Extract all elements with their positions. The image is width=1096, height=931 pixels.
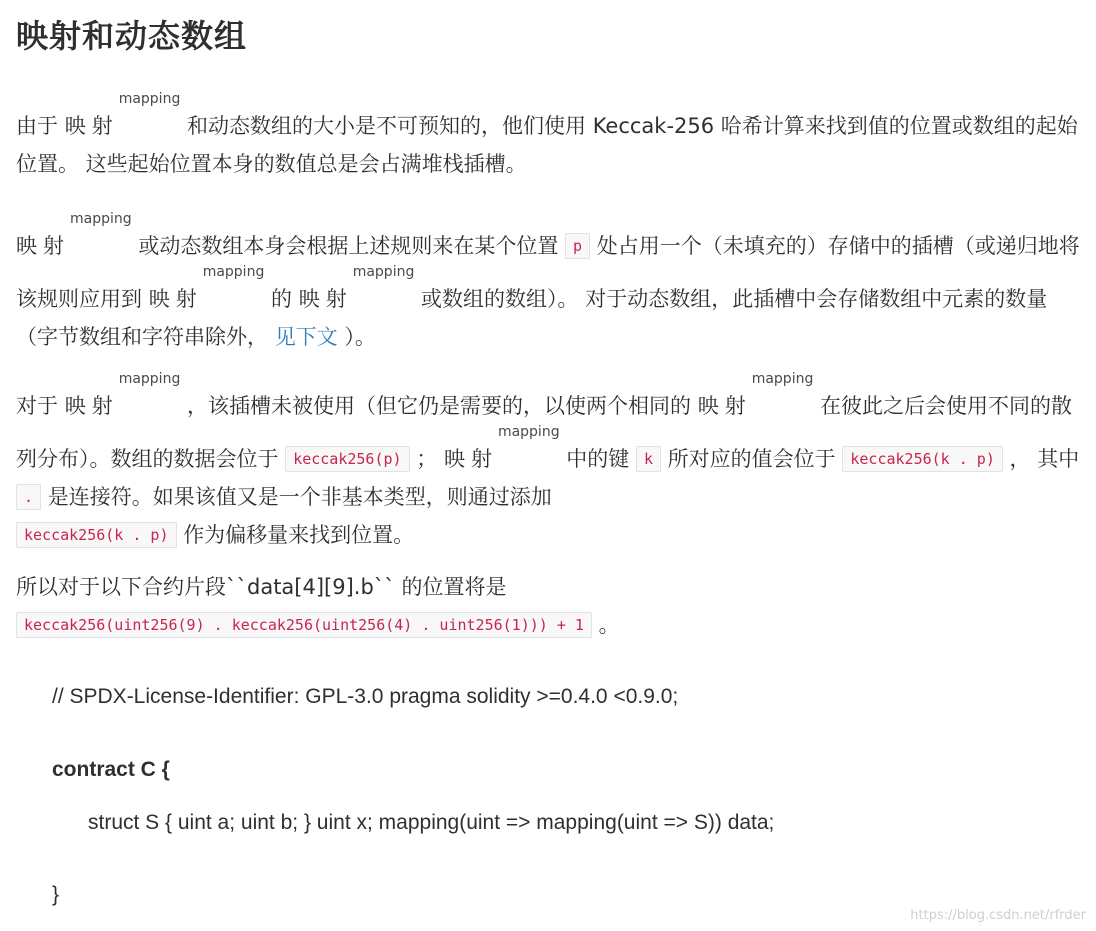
- watermark: https://blog.csdn.net/rfrder: [910, 908, 1086, 923]
- text: 在彼此之后会使用不同的散列分布）。数组的数据会位于: [16, 394, 1073, 471]
- paragraph-1: [16, 92, 1086, 183]
- mapping-ruby: 映射mapping: [64, 91, 181, 138]
- inline-code-k: k: [636, 446, 661, 472]
- text: ，该插槽未被使用（但它仍是需要的，以使两个相同的: [187, 394, 692, 418]
- code-line-struct: struct S { uint a; uint b; } uint x; mapping(uint => mapping(uint => S)) data;: [88, 811, 775, 834]
- code-line-license: // SPDX-License-Identifier: GPL-3.0 pragma solidity >=0.4.0 <0.9.0;: [52, 685, 679, 708]
- paragraph-2: [16, 212, 1086, 356]
- inline-code-dot: .: [16, 484, 41, 510]
- see-below-link[interactable]: 见下文: [274, 325, 338, 349]
- text: 所以对于以下合约片段``data[4][9].b`` 的位置将是: [16, 575, 507, 599]
- text: 或数组的数组）。 对于动态数组，此插槽中会存储数组中元素的数量（字节数组和字符串除外，: [16, 287, 1048, 349]
- mapping-ruby: 映射mapping: [16, 211, 132, 258]
- text: 或动态数组本身会根据上述规则来在某个位置: [138, 234, 559, 258]
- mapping-ruby: 映射mapping: [697, 371, 814, 418]
- section-heading: 映射和动态数组: [16, 17, 248, 55]
- text: 处占用一个（未填充的）存储中的插槽（或递归地将该规则应用到: [16, 234, 1080, 311]
- text: ）。: [344, 325, 376, 349]
- text: 作为偏移量来找到位置。: [183, 523, 415, 547]
- inline-code-keccak-kp-2: keccak256(k . p): [16, 522, 177, 548]
- inline-code-keccak-kp: keccak256(k . p): [842, 446, 1003, 472]
- text: 是连接符。如果该值又是一个非基本类型，则通过添加: [47, 485, 552, 509]
- mapping-ruby: 映射mapping: [298, 264, 415, 311]
- inline-code-keccak-p: keccak256(p): [285, 446, 409, 472]
- code-line-contract: contract C {: [52, 758, 170, 781]
- paragraph-3: [16, 372, 1086, 554]
- text: 由于: [16, 114, 58, 138]
- text: 对于: [16, 394, 58, 418]
- inline-code-p: p: [565, 233, 590, 259]
- text: ， 其中: [1009, 447, 1080, 471]
- paragraph-4: [16, 568, 1086, 644]
- text: 。: [598, 613, 620, 637]
- mapping-ruby: 映射mapping: [148, 264, 265, 311]
- inline-code-keccak-slot: keccak256(uint256(9) . keccak256(uint256(4) . uint256(1))) + 1: [16, 612, 592, 638]
- text: 中的键: [566, 447, 630, 471]
- mapping-ruby: 映射mapping: [64, 371, 181, 418]
- text: 所对应的值会位于: [667, 447, 836, 471]
- code-line-close-brace: }: [52, 883, 60, 906]
- mapping-ruby: 映射mapping: [443, 424, 560, 471]
- text: 的: [271, 287, 293, 311]
- text: 和动态数组的大小是不可预知的，他们使用 Keccak-256 哈希计算来找到值的位置或数组的起始位置。 这些起始位置本身的数值总是会占满堆栈插槽。: [16, 114, 1078, 176]
- text: ；: [416, 447, 438, 471]
